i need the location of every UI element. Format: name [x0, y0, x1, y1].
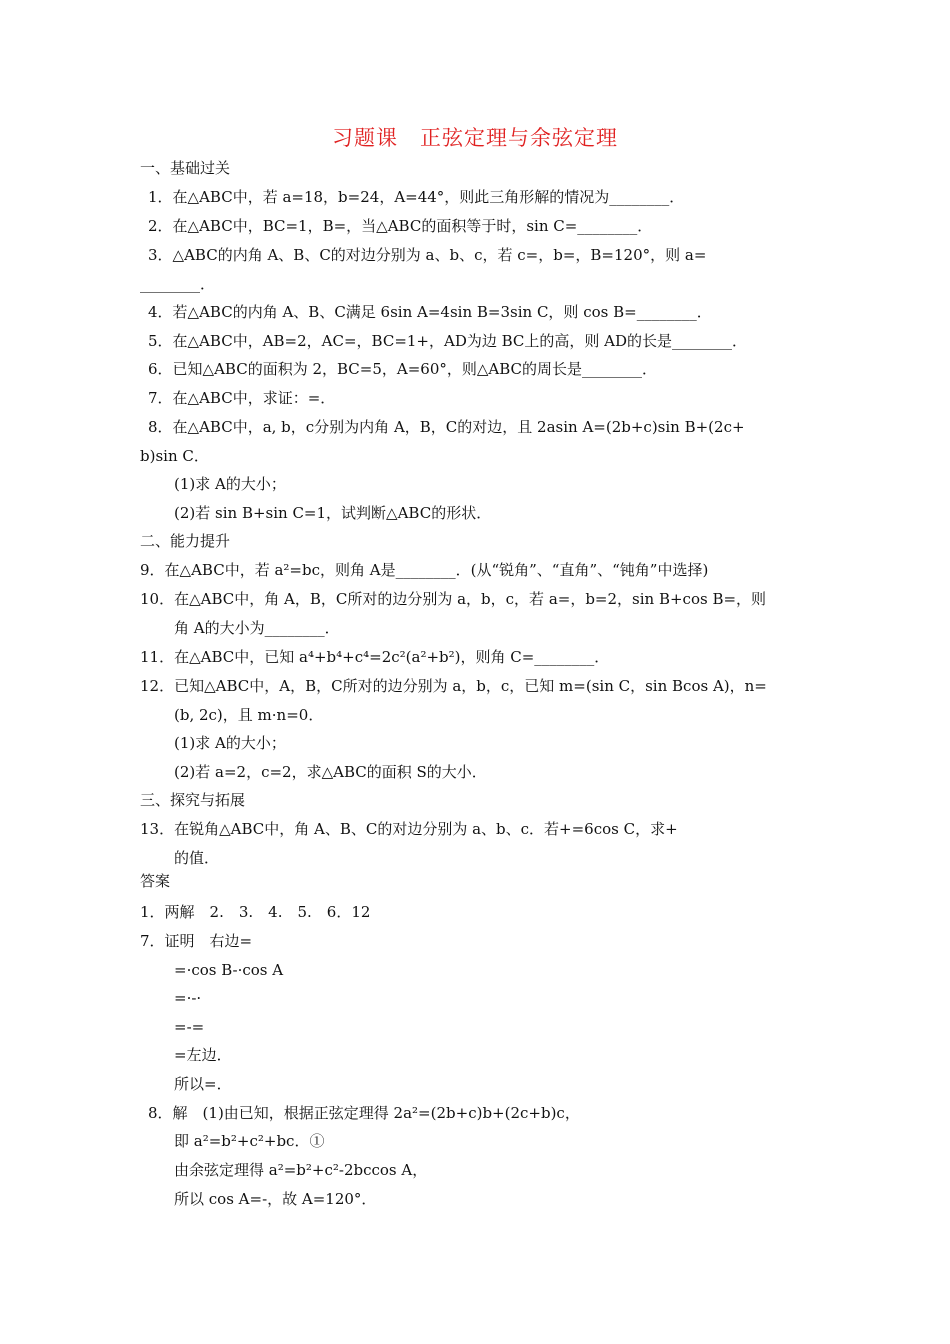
question-12: 12．已知△ABC中，A，B，C所对的边分别为 a，b，c，已知 m=(sin C，sin Bcos A)，n= [140, 677, 767, 695]
question-8-continuation: b)sin C． [140, 447, 209, 465]
question-4: 4．若△ABC的内角 A、B、C满足 6sin A=4sin B=3sin C，则 cos B=________． [148, 303, 712, 321]
answer-7-step-3: =-= [174, 1018, 205, 1036]
answer-8-step-3: 所以 cos A=-，故 A=120°． [174, 1190, 377, 1208]
question-6: 6．已知△ABC的面积为 2，BC=5，A=60°，则△ABC的周长是________． [148, 360, 658, 378]
answer-7-conclusion: 所以=． [174, 1075, 232, 1093]
answer-7-step-1: =·cos B-·cos A [174, 961, 284, 979]
question-1: 1．在△ABC中，若 a=18，b=24，A=44°，则此三角形解的情况为________． [148, 188, 685, 206]
question-5: 5．在△ABC中，AB=2，AC=，BC=1+，AD为边 BC上的高，则 AD的长是________． [148, 332, 748, 350]
answer-1-6: 1．两解 2. 3. 4. 5. 6．12 [140, 903, 371, 921]
question-12-part-1: (1)求 A的大小； [174, 734, 286, 752]
answer-7-step-2: =·-· [174, 989, 202, 1007]
answer-7-step-4: =左边． [174, 1046, 232, 1064]
question-7: 7．在△ABC中，求证：=． [148, 389, 336, 407]
question-10: 10．在△ABC中，角 A，B，C所对的边分别为 a，b，c，若 a=，b=2，sin B+cos B=，则 [140, 590, 767, 608]
question-13: 13．在锐角△ABC中，角 A、B、C的对边分别为 a、b、c．若+=6cos C，求+ [140, 820, 678, 838]
document-title: 习题课 正弦定理与余弦定理 [332, 126, 618, 150]
question-8: 8．在△ABC中，a, b，c分别为内角 A，B，C的对边，且 2asin A=(2b+c)sin B+(2c+ [148, 418, 745, 436]
question-10-continuation: 角 A的大小为________． [174, 619, 340, 637]
answers-heading: 答案 [140, 872, 171, 890]
answer-8-step-2: 由余弦定理得 a²=b²+c²-2bccos A， [174, 1161, 428, 1179]
question-11: 11．在△ABC中，已知 a⁴+b⁴+c⁴=2c²(a²+b²)，则角 C=________． [140, 648, 610, 666]
question-12-part-2: (2)若 a=2，c=2，求△ABC的面积 S的大小． [174, 763, 487, 781]
question-8-part-1: (1)求 A的大小； [174, 475, 286, 493]
section-heading-explore: 三、探究与拓展 [140, 791, 246, 809]
answer-8: 8．解 (1)由已知，根据正弦定理得 2a²=(2b+c)b+(2c+b)c， [148, 1104, 580, 1122]
question-9: 9．在△ABC中，若 a²=bc，则角 A是________．(从“锐角”、“直角”、“钝角”中选择) [140, 561, 709, 579]
question-2: 2．在△ABC中，BC=1，B=，当△ABC的面积等于时，sin C=________． [148, 217, 653, 235]
question-3-continuation: ________． [140, 275, 216, 293]
question-12-continuation: (b, 2c)，且 m·n=0． [174, 706, 324, 724]
answer-7: 7．证明 右边= [140, 932, 253, 950]
section-heading-basic: 一、基础过关 [140, 159, 231, 177]
question-3: 3．△ABC的内角 A、B、C的对边分别为 a、b、c，若 c=，b=，B=120°，则 a= [148, 246, 707, 264]
question-13-continuation: 的值． [174, 849, 220, 867]
section-heading-advanced: 二、能力提升 [140, 532, 231, 550]
question-8-part-2: (2)若 sin B+sin C=1，试判断△ABC的形状． [174, 504, 492, 522]
answer-8-step-1: 即 a²=b²+c²+bc．① [174, 1132, 325, 1150]
